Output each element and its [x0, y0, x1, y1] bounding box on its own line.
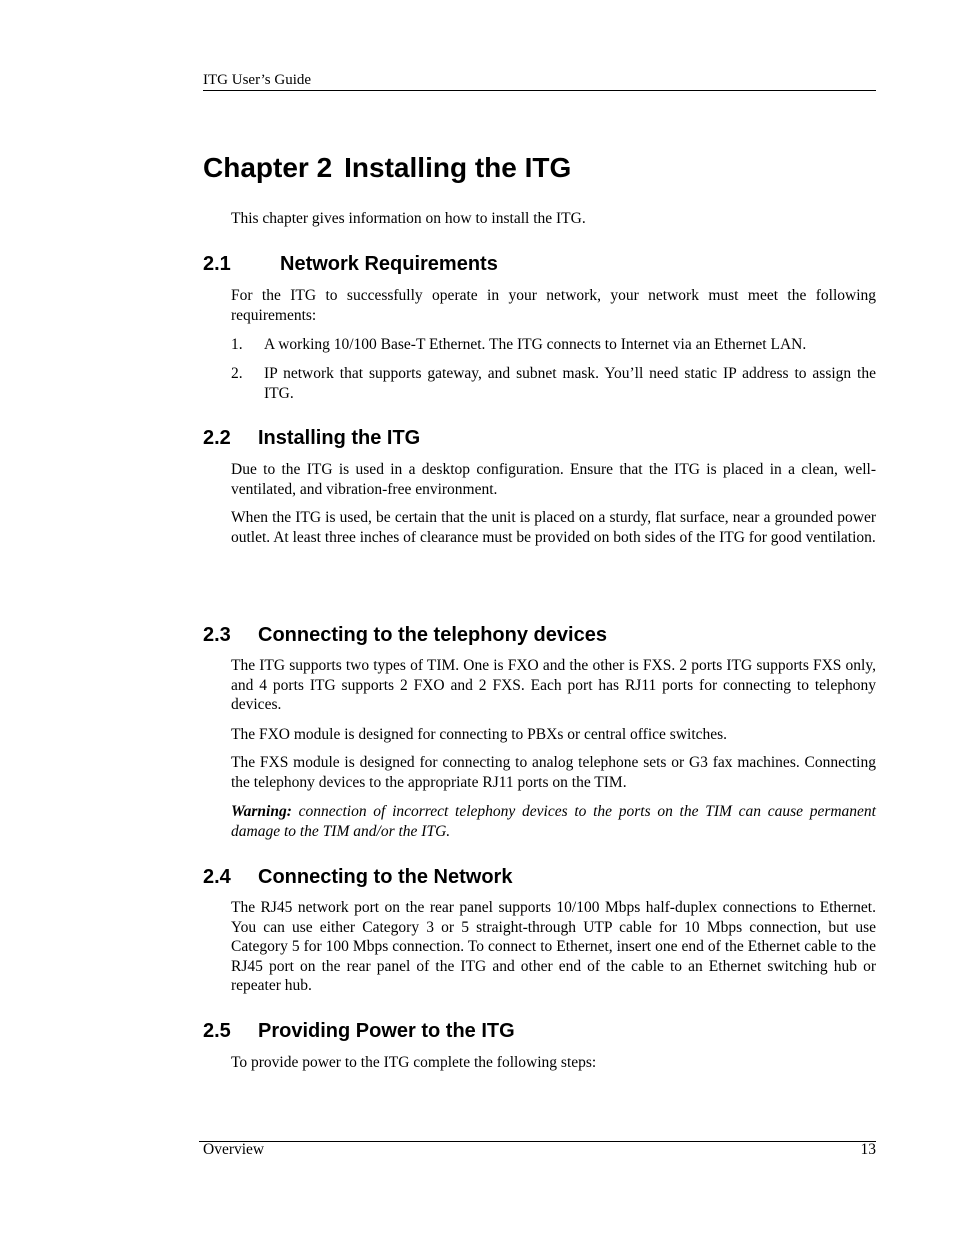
- paragraph: The FXO module is designed for connecting to PBXs or central office switches.: [231, 726, 728, 743]
- chapter-intro: This chapter gives information on how to install the ITG.: [231, 210, 586, 227]
- section-title: Providing Power to the ITG: [258, 1020, 515, 1042]
- list-text: A working 10/100 Base-T Ethernet. The ITG connects to Internet via an Ethernet LAN.: [264, 336, 807, 353]
- section-number: 2.2: [203, 427, 231, 449]
- section-heading-2-3: [203, 622, 607, 648]
- list-number: 2.: [231, 365, 243, 382]
- list-item: [231, 364, 876, 403]
- section-title: Connecting to the telephony devices: [258, 624, 607, 646]
- paragraph: The ITG supports two types of TIM. One is FXO and the other is FXS. 2 ports ITG supports FXS only, and 4 ports ITG supports 2 FXO and 2 FXS. Each port has RJ11 ports for connecting to telephony devices.: [231, 657, 876, 713]
- section-title: Network Requirements: [280, 253, 498, 275]
- page-number: 13: [860, 1141, 876, 1158]
- section-number: 2.1: [203, 253, 231, 275]
- paragraph: The FXS module is designed for connecting to analog telephone sets or G3 fax machines. Connecting the telephony devices to the appropriate RJ11 ports on the TIM.: [231, 754, 876, 791]
- section-heading-2-2: [203, 425, 420, 451]
- paragraph: When the ITG is used, be certain that the unit is placed on a sturdy, flat surface, near a grounded power outlet. At least three inches of clearance must be provided on both sides of the ITG for good ventilation.: [231, 509, 876, 546]
- section-heading-2-1: [203, 251, 498, 277]
- warning-label: Warning:: [231, 803, 292, 820]
- paragraph: Due to the ITG is used in a desktop configuration. Ensure that the ITG is placed in a clean, well-ventilated, and vibration-free environment.: [231, 461, 876, 498]
- list-number: 1.: [231, 336, 243, 353]
- section-number: 2.3: [203, 624, 231, 646]
- section-number: 2.5: [203, 1020, 231, 1042]
- section-title: Installing the ITG: [258, 427, 421, 449]
- section-heading-2-5: [203, 1018, 515, 1044]
- warning-note: [231, 802, 876, 841]
- section-heading-2-4: [203, 864, 512, 890]
- warning-text: connection of incorrect telephony devices to the ports on the TIM can cause permanent damage to the TIM and/or the ITG.: [231, 803, 876, 840]
- chapter-title-text: Installing the ITG: [344, 152, 572, 183]
- paragraph: The RJ45 network port on the rear panel supports 10/100 Mbps half-duplex connections to Ethernet. You can use either Category 3 or 5 straight-through UTP cable for 10 Mbps connection, but use Category 5 for 100 Mbps connection. To connect to Ethernet, insert one end of the Ethernet cable to the RJ45 port on the rear panel of the ITG and other end of the cable to an Ethernet switching hub or repeater hub.: [231, 899, 876, 994]
- paragraph: To provide power to the ITG complete the following steps:: [231, 1054, 597, 1071]
- paragraph: For the ITG to successfully operate in your network, your network must meet the following requirements:: [231, 287, 876, 324]
- list-text: IP network that supports gateway, and subnet mask. You’ll need static IP address to assign the ITG.: [264, 365, 876, 402]
- footer-divider: [199, 1141, 876, 1142]
- chapter-number: Chapter 2: [203, 152, 333, 183]
- list-item: [231, 335, 876, 355]
- footer-section-name: Overview: [203, 1141, 265, 1158]
- section-number: 2.4: [203, 866, 231, 888]
- chapter-title: [203, 150, 571, 186]
- page-header: ITG User’s Guide: [203, 71, 876, 91]
- section-title: Connecting to the Network: [258, 866, 513, 888]
